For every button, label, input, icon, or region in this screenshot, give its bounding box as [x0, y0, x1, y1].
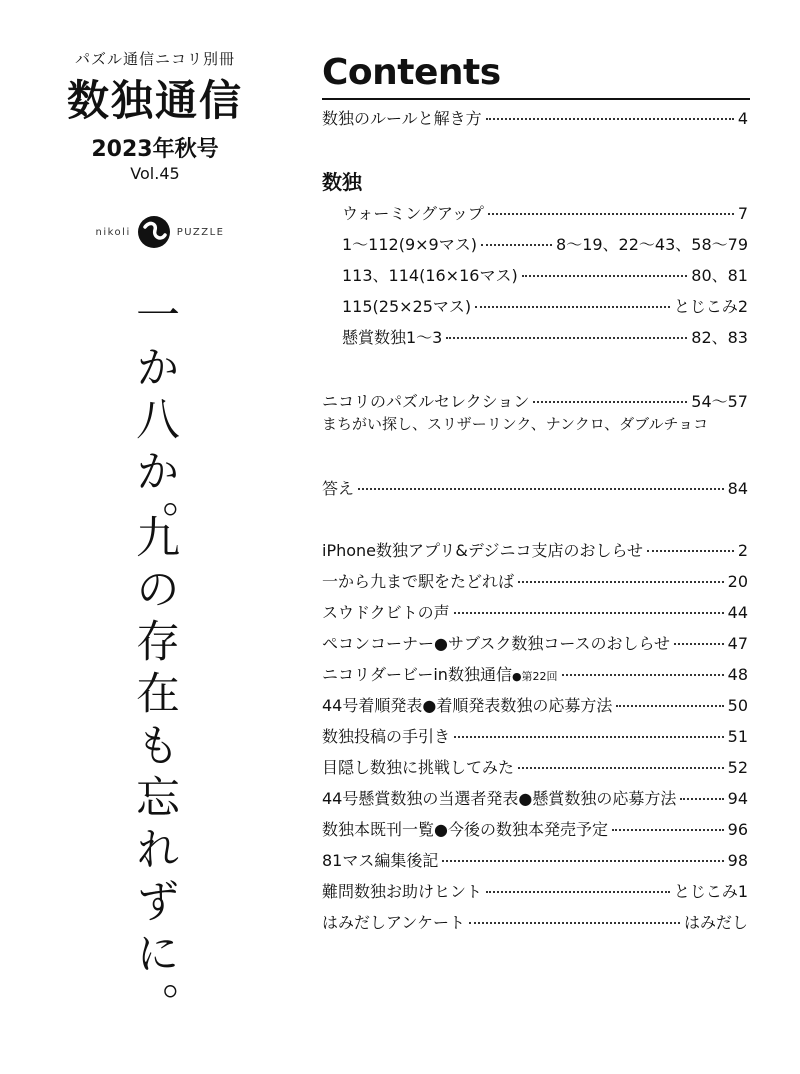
leader-dots [486, 891, 670, 893]
vertical-slogan-2: 九の存在も忘れずに。 [128, 514, 179, 1034]
leader-dots [358, 488, 724, 490]
toc-entry[interactable] [342, 294, 748, 317]
volume-label: Vol.45 [130, 164, 180, 183]
toc-page: 84 [727, 479, 748, 498]
toc-title: ウォーミングアップ [342, 204, 484, 223]
toc-page: 47 [727, 634, 748, 653]
toc-page: 80、81 [691, 266, 748, 285]
toc-entry[interactable] [322, 569, 748, 592]
toc-title [322, 538, 643, 561]
toc-page: 94 [727, 789, 748, 808]
toc-entry[interactable] [322, 817, 748, 840]
toc-title [322, 693, 612, 716]
leader-dots [518, 581, 724, 583]
toc-entry[interactable] [322, 106, 748, 129]
toc-page: 7 [737, 204, 748, 223]
logo-text-right: PUZZLE [176, 226, 225, 238]
selection-subtitle: まちがい探し、スリザーリンク、ナンクロ、ダブルチョコ [322, 415, 709, 433]
magazine-subtitle: パズル通信ニコリ別冊 [74, 50, 235, 68]
toc-entry[interactable] [342, 325, 748, 348]
toc-page: 4 [737, 109, 748, 128]
toc-title: ニコリのパズルセレクション [322, 392, 530, 411]
toc-title-text: 一から九まで駅をたどれば [322, 572, 515, 591]
nikoli-logo-icon [137, 215, 171, 249]
leader-dots [475, 306, 670, 308]
toc-title-text: 難問数独お助けヒント [322, 882, 483, 901]
toc-title [322, 879, 482, 902]
leader-dots [647, 550, 734, 552]
heading-rule [322, 98, 750, 100]
toc-title: 懸賞数独1〜3 [342, 328, 443, 347]
toc-title-text: ペコンコーナー●サブスク数独コースのおしらせ [322, 634, 671, 653]
toc-title [322, 786, 676, 809]
toc-page: 51 [727, 727, 748, 746]
leader-dots [616, 705, 723, 707]
toc-title: 1〜112(9×9マス) [342, 235, 477, 254]
toc-page: 2 [737, 541, 748, 560]
toc-title [322, 724, 450, 747]
leader-dots [518, 767, 724, 769]
leader-dots [454, 736, 724, 738]
toc-page: 20 [727, 572, 748, 591]
toc-page: とじこみ1 [673, 882, 748, 901]
toc-entry[interactable] [342, 263, 748, 286]
toc-title: 115(25×25マス) [342, 297, 472, 316]
leader-dots [469, 922, 680, 924]
leader-dots [522, 275, 688, 277]
leader-dots [446, 337, 687, 339]
leader-dots [674, 643, 724, 645]
toc-entry[interactable] [322, 389, 748, 412]
leader-dots [442, 860, 723, 862]
toc-entry[interactable] [322, 538, 748, 561]
toc-title-text: スウドクビトの声 [322, 603, 450, 622]
leader-dots [533, 401, 687, 403]
toc-title-text: iPhone数独アプリ&デジニコ支店のおしらせ [322, 541, 644, 560]
toc-page: 44 [727, 603, 748, 622]
toc-title [322, 662, 558, 685]
contents-heading: Contents [322, 52, 501, 93]
leader-dots [454, 612, 724, 614]
toc-entry[interactable] [322, 910, 748, 933]
toc-page: 54〜57 [691, 392, 748, 411]
toc-entry[interactable] [342, 201, 748, 224]
toc-title: 数独のルールと解き方 [322, 109, 482, 128]
toc-entry[interactable] [322, 786, 748, 809]
toc-title [322, 910, 465, 933]
toc-entry[interactable] [322, 755, 748, 778]
toc-entry[interactable] [322, 662, 748, 685]
leader-dots [488, 213, 734, 215]
magazine-title: 数独通信 [66, 76, 243, 125]
toc-title-text: はみだしアンケート [322, 913, 466, 932]
toc-title [322, 848, 438, 871]
vertical-slogan-1: 一か八か。 [128, 292, 179, 552]
toc-entry[interactable] [322, 693, 748, 716]
toc-page: とじこみ2 [673, 297, 748, 316]
toc-entry[interactable] [322, 600, 748, 623]
toc-title [322, 600, 450, 623]
toc-title [322, 817, 608, 840]
logo-text-left: nikoli [95, 226, 131, 238]
toc-entry[interactable] [322, 724, 748, 747]
toc-title-text: 44号懸賞数独の当選者発表●懸賞数独の応募方法 [322, 789, 677, 808]
leader-dots [612, 829, 724, 831]
toc-title-note: ●第22回 [511, 670, 558, 683]
toc-page: 82、83 [691, 328, 748, 347]
toc-page: 96 [727, 820, 748, 839]
toc-title-text: ニコリダービーin数独通信 [322, 665, 512, 684]
leader-dots [486, 118, 734, 120]
leader-dots [481, 244, 552, 246]
toc-title [322, 631, 670, 654]
toc-page: 8〜19、22〜43、58〜79 [556, 235, 748, 254]
toc-page: 52 [727, 758, 748, 777]
issue-label: 2023年秋号 [91, 137, 219, 162]
toc-page: 48 [727, 665, 748, 684]
toc-page: 98 [727, 851, 748, 870]
toc-title: 答え [322, 479, 355, 498]
toc-title [322, 569, 514, 592]
toc-title: 113、114(16×16マス) [342, 266, 518, 285]
leader-dots [680, 798, 723, 800]
toc-entry[interactable] [322, 879, 748, 902]
toc-title-text: 81マス編集後記 [322, 851, 439, 870]
toc-page: 50 [727, 696, 748, 715]
sudoku-section-heading: 数独 [322, 170, 362, 194]
toc-title-text: 数独投稿の手引き [322, 727, 451, 746]
toc-page: はみだし [683, 913, 748, 932]
toc-title-text: 目隠し数独に挑戦してみた [322, 758, 515, 777]
toc-entry[interactable] [342, 232, 748, 255]
leader-dots [562, 674, 724, 676]
toc-title [322, 755, 514, 778]
toc-entry[interactable] [322, 631, 748, 654]
toc-title-text: 44号着順発表●着順発表数独の応募方法 [322, 696, 613, 715]
toc-entry[interactable] [322, 476, 748, 499]
nikoli-puzzle-logo [95, 212, 225, 252]
cover-panel [0, 0, 300, 1074]
toc-title-text: 数独本既刊一覧●今後の数独本発売予定 [322, 820, 608, 839]
toc-entry[interactable] [322, 848, 748, 871]
